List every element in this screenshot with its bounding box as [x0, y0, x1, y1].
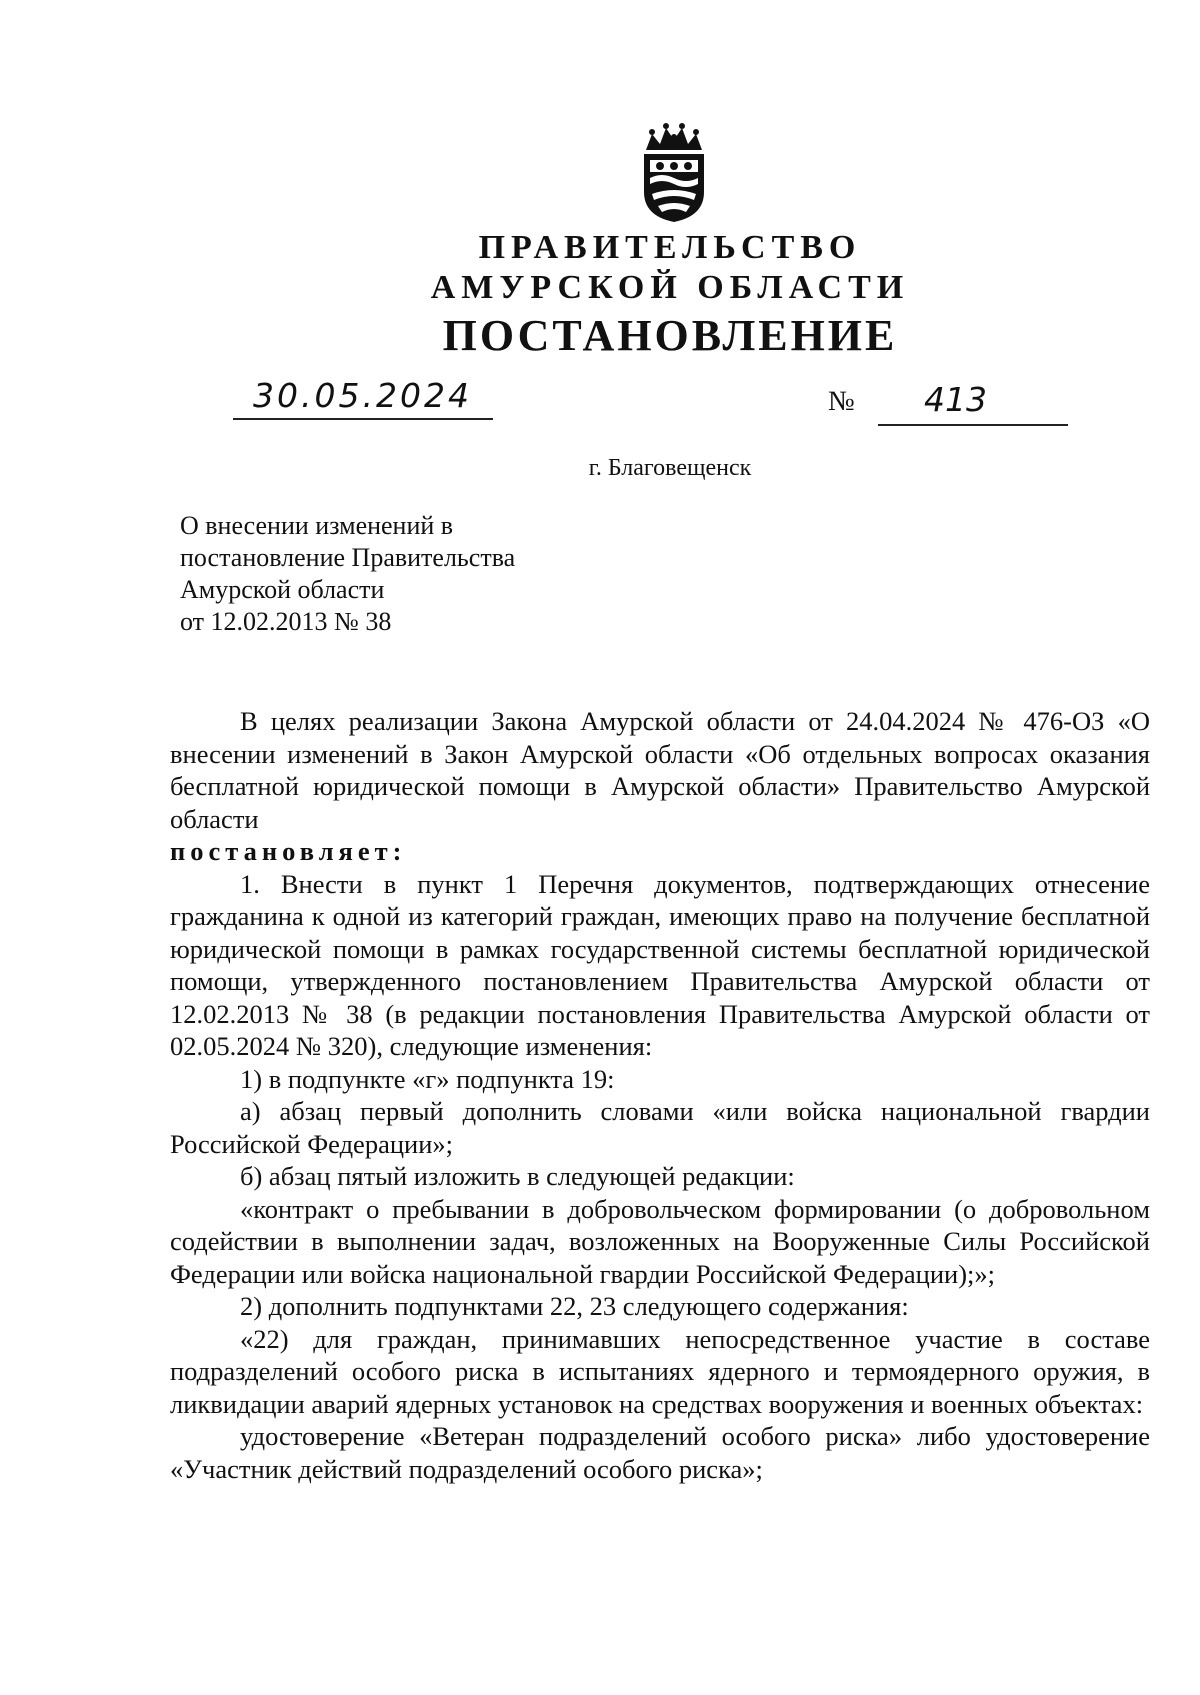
city-name: г. Благовещенск [588, 455, 752, 481]
document-number: 413 [924, 380, 987, 419]
document-number-field [878, 380, 1068, 426]
coat-of-arms-icon [636, 120, 712, 224]
document-date: 30.05.2024 [253, 376, 472, 415]
document-body [170, 705, 1150, 1485]
subject-line: постановление Правительства [180, 543, 516, 572]
document-date-field [233, 378, 493, 420]
subject-line: Амурской области [180, 575, 385, 604]
organization-name-line2: АМУРСКОЙ ОБЛАСТИ [430, 269, 910, 306]
subitem-22-paragraph: «22) для граждан, принимавших непосредственное участие в составе подразделений особого риска в испытаниях ядерного и термоядерного оружия, в ликвидации аварий ядерных установок на средствах вооружения и военных объектах: [170, 1323, 1150, 1419]
subitem-1b-paragraph: б) абзац пятый изложить в следующей редакции: [240, 1161, 795, 1191]
subitem-1b-text-paragraph: «контракт о пребывании в добровольческом формировании (о добровольном содействии в выполнении задач, возложенных на Вооруженные Силы Российской Федерации или войска национальной гвардии Российской Федерации);»; [170, 1193, 1150, 1289]
number-label: № [828, 386, 855, 417]
document-type-title: ПОСТАНОВЛЕНИЕ [442, 311, 898, 360]
subject-line: от 12.02.2013 № 38 [180, 607, 392, 636]
subitem-1a-paragraph: а) абзац первый дополнить словами «или войска национальной гвардии Российской Федерации»; [170, 1096, 1150, 1159]
organization-name-line1: ПРАВИТЕЛЬСТВО [478, 229, 862, 266]
subitem-2-paragraph: 2) дополнить подпунктами 22, 23 следующего содержания: [240, 1291, 909, 1321]
item-1-paragraph: 1. Внести в пункт 1 Перечня документов, подтверждающих отнесение гражданина к одной из категорий граждан, имеющих право на получение бесплатной юридической помощи в рамках государственной системы бесплатной юридической помощи, утвержденного постановлением Правительства Амурской области от 12.02.2013 № 38 (в редакции постановления Правительства Амурской области от 02.05.2024 № 320), следующие изменения: [170, 868, 1150, 1061]
subitem-22-document-paragraph: удостоверение «Ветеран подразделений особого риска» либо удостоверение «Участник действий подразделений особого риска»; [170, 1421, 1150, 1484]
decree-word: постановляет: [170, 836, 407, 866]
subitem-1-paragraph: 1) в подпункте «г» подпункта 19: [240, 1063, 615, 1094]
document-subject [180, 510, 515, 638]
subject-line: О внесении изменений в [180, 511, 454, 540]
preamble-paragraph: В целях реализации Закона Амурской области от 24.04.2024 № 476-ОЗ «О внесении изменений в Закон Амурской области «Об отдельных вопросах оказания бесплатной юридической помощи в Амурской области» Правительство Амурской области [170, 706, 1150, 834]
